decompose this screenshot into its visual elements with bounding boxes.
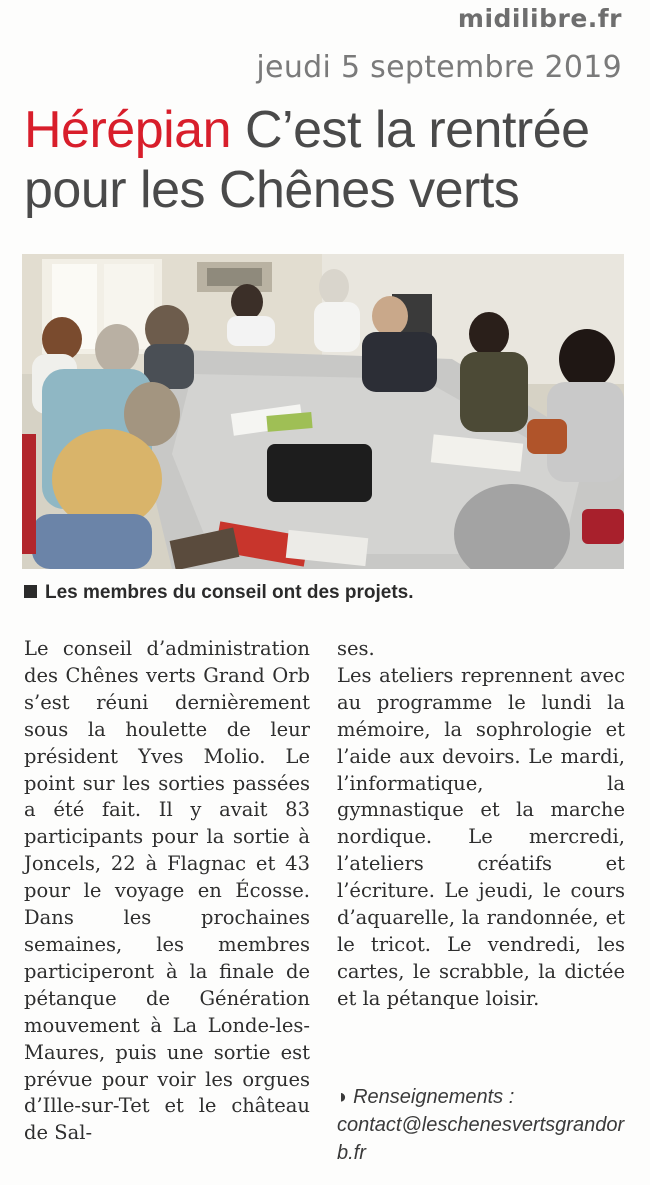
- info-label: Renseignements :: [353, 1086, 515, 1108]
- headline-title: C’est la rentrée pour les Chênes verts: [24, 101, 590, 219]
- publication-date: jeudi 5 septembre 2019: [256, 50, 622, 85]
- article-photo: [22, 254, 624, 569]
- article-column-1: [24, 636, 310, 1147]
- headline-town: Hérépian: [24, 101, 232, 159]
- triangle-marker-icon: ◗: [337, 1086, 350, 1108]
- body-paragraph-1: Le conseil d’administration des Chênes verts Grand Orb s’est réuni dernièrement sous la houlette de leur président Yves Molio. Le point sur les sorties passées a été fait. Il y avait 83 participants pour la sortie à Joncels, 22 à Flagnac et 43 pour le voyage en Écosse. Dans les prochaines semaines, les membres participeront à la finale de pétanque de Génération mouvement à La Londe-les-Maures, puis une sortie est prévue pour voir les orgues d’Ille-sur-Tet et le château de Sal-: [24, 637, 310, 1145]
- body-paragraph-1-end: ses.: [337, 637, 375, 660]
- source-site: midilibre.fr: [457, 4, 622, 33]
- meeting-photo-illustration: [22, 254, 624, 569]
- photo-caption-text: Les membres du conseil ont des projets.: [45, 582, 414, 603]
- info-box: [337, 1083, 625, 1167]
- body-paragraph-2: Les ateliers reprennent avec au programme le lundi la mémoire, la sophrologie et l’aide aux devoirs. Le mardi, l’informatique, la gymnastique et la marche nordique. Le mercredi, l’ateliers créatifs et l’écriture. Le jeudi, le cours d’aquarelle, la randonnée, et le tricot. Le vendredi, les cartes, le scrabble, la dictée et la pétanque loisir.: [337, 663, 625, 1010]
- caption-square-icon: [24, 585, 37, 598]
- photo-caption: [24, 582, 624, 604]
- info-email[interactable]: contact@leschenesvertsgrandorb.fr: [337, 1114, 625, 1164]
- article-column-2: [337, 636, 625, 1013]
- headline: [24, 100, 634, 220]
